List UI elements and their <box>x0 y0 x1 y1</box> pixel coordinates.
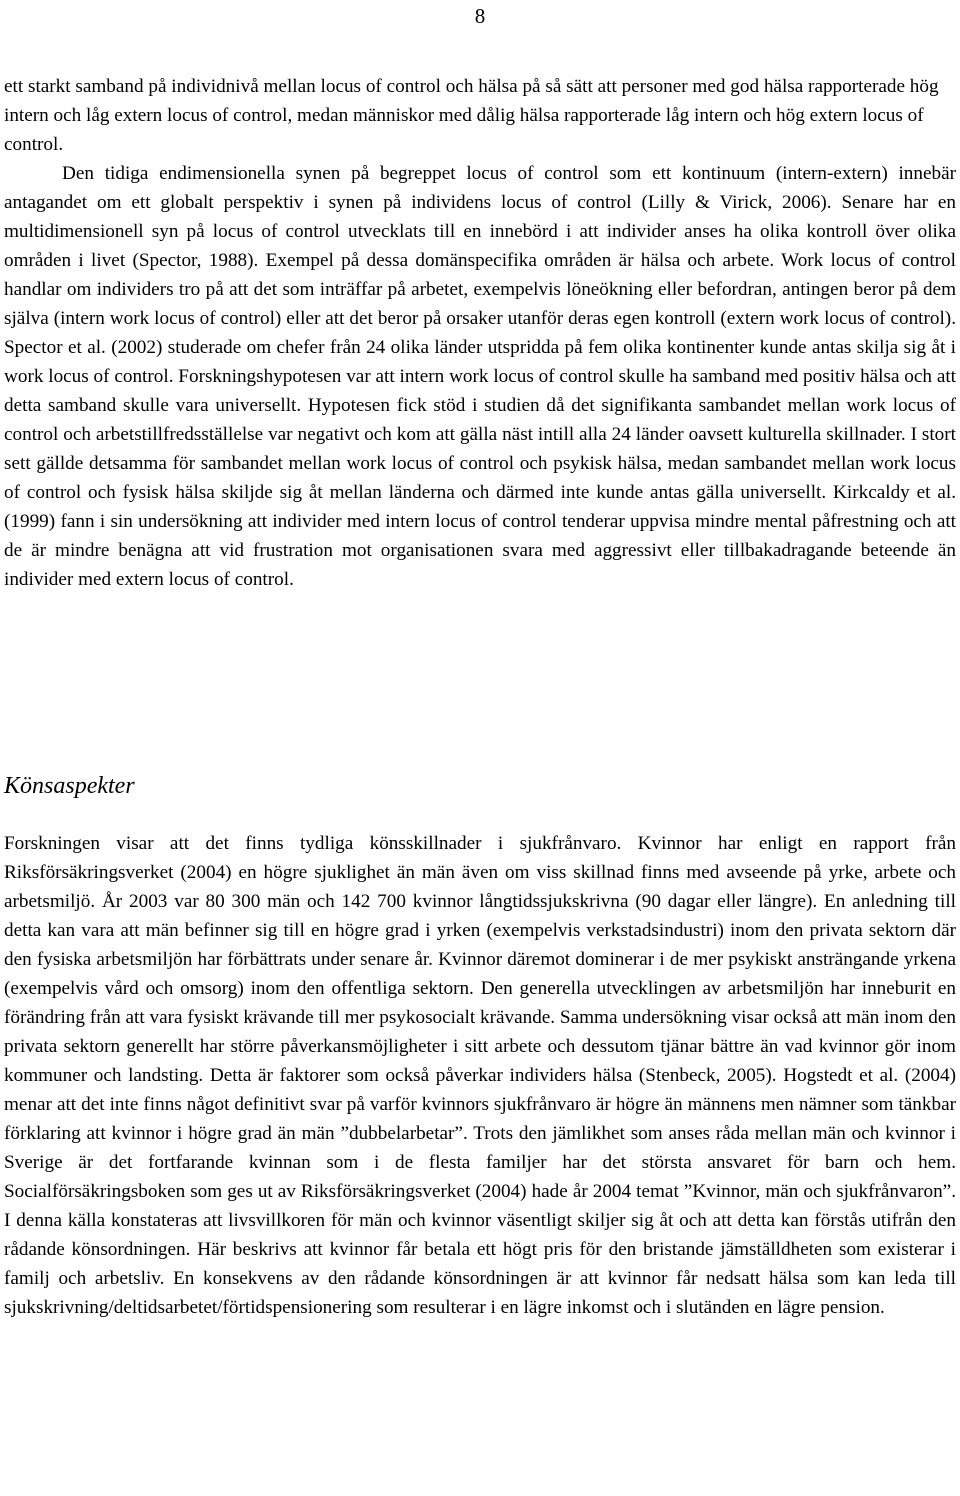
section-locus-of-control <box>4 72 956 594</box>
section-konsaspekter <box>4 829 956 1322</box>
page-number: 8 <box>474 4 486 28</box>
locus-paragraph: Den tidiga endimensionella synen på begreppet locus of control som ett kontinuum (intern-extern) innebär antagandet om ett globalt perspektiv i synen på individens locus of control (Lilly & Virick, 2006). Senare har en multidimensionell syn på locus of control utvecklats till en innebörd i att individer anses ha olika kontroll över olika områden i livet (Spector, 1988). Exempel på dessa domänspecifika områden är hälsa och arbete. Work locus of control handlar om individers tro på att det som inträffar på arbetet, exempelvis löneökning eller befordran, antingen beror på dem själva (intern work locus of control) eller att det beror på orsaker utanför deras egen kontroll (extern work locus of control). Spector et al. (2002) studerade om chefer från 24 olika länder utspridda på fem olika kontinenter kunde antas skilja sig åt i work locus of control. Forskningshypotesen var att intern work locus of control skulle ha samband med positiv hälsa och att detta samband skulle vara universellt. Hypotesen fick stöd i studien då det signifikanta sambandet mellan work locus of control och arbetstillfredsställelse var negativt och kom att gälla näst intill alla 24 länder oavsett kulturella skillnader. I stort sett gällde detsamma för sambandet mellan work locus of control och psykisk hälsa, medan sambandet mellan work locus of control och fysisk hälsa skiljde sig åt mellan länderna och därmed inte kunde antas gälla universellt. Kirkcaldy et al. (1999) fann i sin undersökning att individer med intern locus of control tenderar uppvisa mindre mental påfrestning och att de är mindre benägna att vid frustration mot organisationen svara med aggressivt eller tillbakadragande beteende än individer med extern locus of control. <box>4 163 956 590</box>
section-heading-konsaspekter: Könsaspekter <box>4 773 135 799</box>
intro-paragraph: ett starkt samband på individnivå mellan locus of control och hälsa på så sätt att personer med god hälsa rapporterade hög intern och låg extern locus of control, medan människor med dålig hälsa rapporterade låg intern och hög extern locus of control. <box>4 76 939 155</box>
konsaspekter-paragraph: Forskningen visar att det finns tydliga könsskillnader i sjukfrånvaro. Kvinnor har enligt en rapport från Riksförsäkringsverket (2004) en högre sjuklighet än män även om viss skillnad finns med avseende på yrke, arbete och arbetsmiljö. År 2003 var 80 300 män och 142 700 kvinnor långtidssjukskrivna (90 dagar eller längre). En anledning till detta kan vara att män befinner sig till en högre grad i yrken (exempelvis verkstadsindustri) inom den privata sektorn där den fysiska arbetsmiljön har förbättrats under senare år. Kvinnor däremot dominerar i de mer psykiskt ansträngande yrkena (exempelvis vård och omsorg) inom den offentliga sektorn. Den generella utvecklingen av arbetsmiljön har inneburit en förändring från att vara fysiskt krävande till mer psykosocialt krävande. Samma undersökning visar också att män inom den privata sektorn generellt har större påverkansmöjligheter i sitt arbete och dessutom tjänar bättre än vad kvinnor gör inom kommuner och landsting. Detta är faktorer som också påverkar individers hälsa (Stenbeck, 2005). Hogstedt et al. (2004) menar att det inte finns något definitivt svar på varför kvinnors sjukfrånvaro är högre än männens men nämner som tänkbar förklaring att kvinnor i högre grad än män ”dubbelarbetar”. Trots den jämlikhet som anses råda mellan män och kvinnor i Sverige är det fortfarande kvinnan som i de flesta familjer har det största ansvaret för barn och hem. Socialförsäkringsboken som ges ut av Riksförsäkringsverket (2004) hade år 2004 temat ”Kvinnor, män och sjukfrånvaron”. I denna källa konstateras att livsvillkoren för män och kvinnor väsentligt skiljer sig åt och att detta kan förstås utifrån den rådande könsordningen. Här beskrivs att kvinnor får betala ett högt pris för den bristande jämställdheten som existerar i familj och arbetsliv. En konsekvens av den rådande könsordningen är att kvinnor får nedsatt hälsa som kan leda till sjukskrivning/deltidsarbetet/förtidspensionering som resulterar i en lägre inkomst och i slutänden en lägre pension. <box>4 833 956 1318</box>
